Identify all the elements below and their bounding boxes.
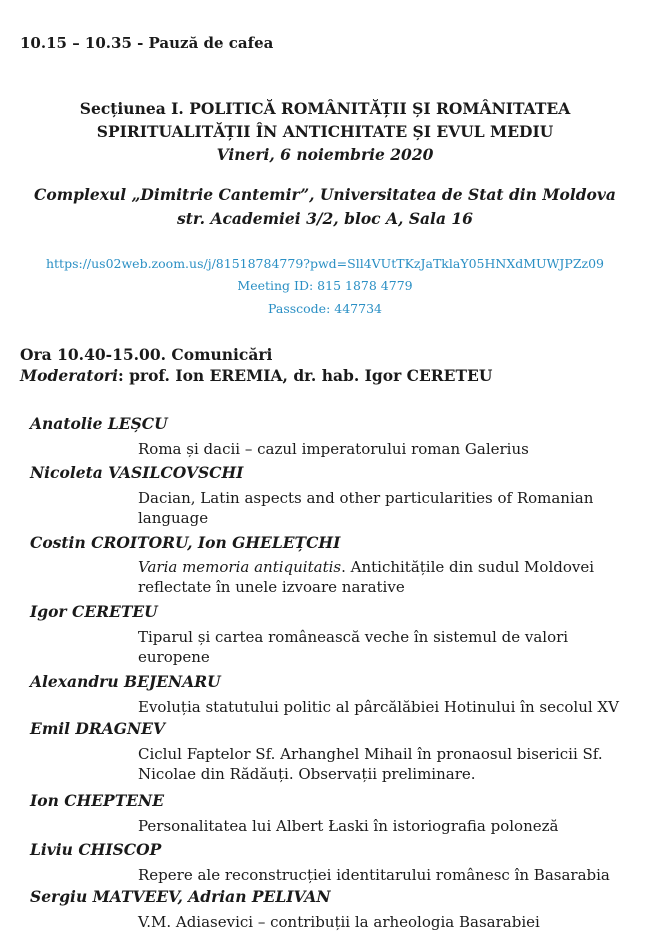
- presentation-author: Anatolie LEȘCU: [30, 414, 168, 433]
- session-block: [20, 344, 492, 386]
- venue-line1: Complexul „Dimitrie Cantemir”, Universitatea de Stat din Moldova: [34, 185, 616, 204]
- presentation-title: Personalitatea lui Albert Łaski în istoriografia poloneză: [138, 817, 559, 835]
- moderators-names: : prof. Ion EREMIA, dr. hab. Igor CERETEU: [117, 366, 493, 385]
- section-date: Vineri, 6 noiembrie 2020: [216, 145, 434, 164]
- coffee-break-line: 10.15 – 10.35 - Pauză de cafea: [20, 34, 274, 52]
- presentation-author: Sergiu MATVEEV, Adrian PELIVAN: [30, 887, 331, 906]
- presentation-title-italic: Varia memoria antiquitatis: [138, 558, 342, 576]
- presentation-author: Liviu CHISCOP: [30, 840, 162, 859]
- presentation-title: Ciclul Faptelor Sf. Arhanghel Mihail în pronaosul bisericii Sf. Nicolae din Rădăuți. Observații preliminare.: [138, 745, 603, 783]
- moderators-line: [20, 365, 492, 386]
- presentation-author: Nicoleta VASILCOVSCHI: [30, 463, 244, 482]
- meeting-id: Meeting ID: 815 1878 4779: [237, 278, 413, 293]
- venue-line2: str. Academiei 3/2, bloc A, Sala 16: [177, 209, 473, 228]
- presentation-author: Alexandru BEJENARU: [30, 672, 221, 691]
- presentation-title: [138, 557, 638, 597]
- zoom-link[interactable]: https://us02web.zoom.us/j/81518784779?pwd=Sll4VUtTKzJaTklaY05HNXdMUWJPZz09: [45, 256, 605, 271]
- session-time: Ora 10.40-15.00. Comunicări: [20, 345, 273, 364]
- section-title-line2: SPIRITUALITĂȚII ÎN ANTICHITATE ȘI EVUL MEDIU: [96, 122, 554, 141]
- presentation-title: Repere ale reconstrucției identitarului românesc în Basarabia: [138, 866, 610, 884]
- presentation-title: V.M. Adiasevici – contribuții la arheologia Basarabiei: [138, 913, 540, 931]
- presentation-title: Evoluția statutului politic al pârcălăbiei Hotinului în secolul XV: [138, 698, 619, 716]
- presentation-title: Dacian, Latin aspects and other particularities of Romanian language: [138, 489, 594, 527]
- moderators-label: Moderatori: [20, 366, 118, 385]
- presentation-author: Ion CHEPTENE: [30, 791, 165, 810]
- presentation-author: Igor CERETEU: [30, 602, 158, 621]
- presentation-title: Tiparul și cartea românească veche în sistemul de valori europene: [138, 628, 569, 666]
- presentation-author: Emil DRAGNEV: [30, 719, 165, 738]
- presentation-title-rest: . Antichitățile din sudul Moldovei reflectate în unele izvoare narative: [138, 558, 595, 596]
- passcode: Passcode: 447734: [268, 301, 382, 316]
- presentation-title: Roma și dacii – cazul imperatorului roman Galerius: [138, 440, 529, 458]
- presentation-author: Costin CROITORU, Ion GHELEȚCHI: [30, 533, 341, 552]
- section-title-line1: Secțiunea I. POLITICĂ ROMÂNITĂȚII ȘI ROMÂNITATEA: [79, 99, 571, 118]
